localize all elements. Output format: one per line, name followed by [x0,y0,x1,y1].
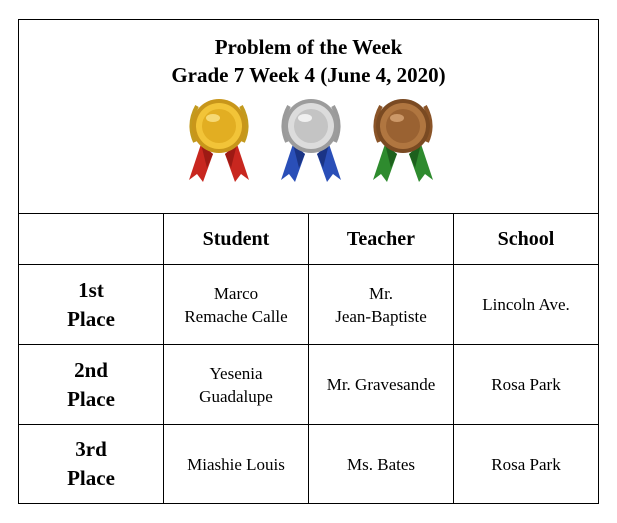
card-header [19,20,598,214]
student-name-line: Yesenia [209,363,263,383]
medal-row [179,94,449,190]
teacher-name-line: Mr. [368,283,394,303]
column-header-teacher: Teacher [346,227,416,250]
place-word: Place [67,466,115,490]
column-header-empty [19,214,163,264]
page-subtitle: Grade 7 Week 4 (June 4, 2020) [171,63,446,87]
silver-medal-icon [271,94,351,190]
place-word: Place [67,306,115,331]
student-name: Miashie Louis [187,454,285,474]
teacher-name [309,265,453,344]
student-name [164,265,308,344]
teacher-name: Ms. Bates [347,454,415,474]
place-label [19,265,163,344]
gold-medal-icon [179,94,259,190]
student-name [164,345,308,424]
bronze-medal-icon [363,94,443,190]
place-label [19,345,163,424]
school-name: Lincoln Ave. [482,295,570,314]
school-name: Rosa Park [491,454,561,474]
place-rank: 1st [78,277,104,302]
place-label [19,425,163,503]
column-header-student: Student [202,227,270,250]
student-name-line: Guadalupe [199,386,273,406]
teacher-name-line: Jean-Baptiste [335,306,427,326]
place-word: Place [67,386,115,411]
winners-table [19,214,598,503]
place-rank: 3rd [75,437,107,461]
column-header-school: School [497,227,555,250]
place-rank: 2nd [74,357,108,382]
winners-card [18,19,599,504]
teacher-name: Mr. Gravesande [326,375,436,394]
page-title: Problem of the Week [214,35,403,59]
school-name: Rosa Park [491,375,561,394]
student-name-line: Remache Calle [184,306,288,326]
student-name-line: Marco [213,283,259,303]
